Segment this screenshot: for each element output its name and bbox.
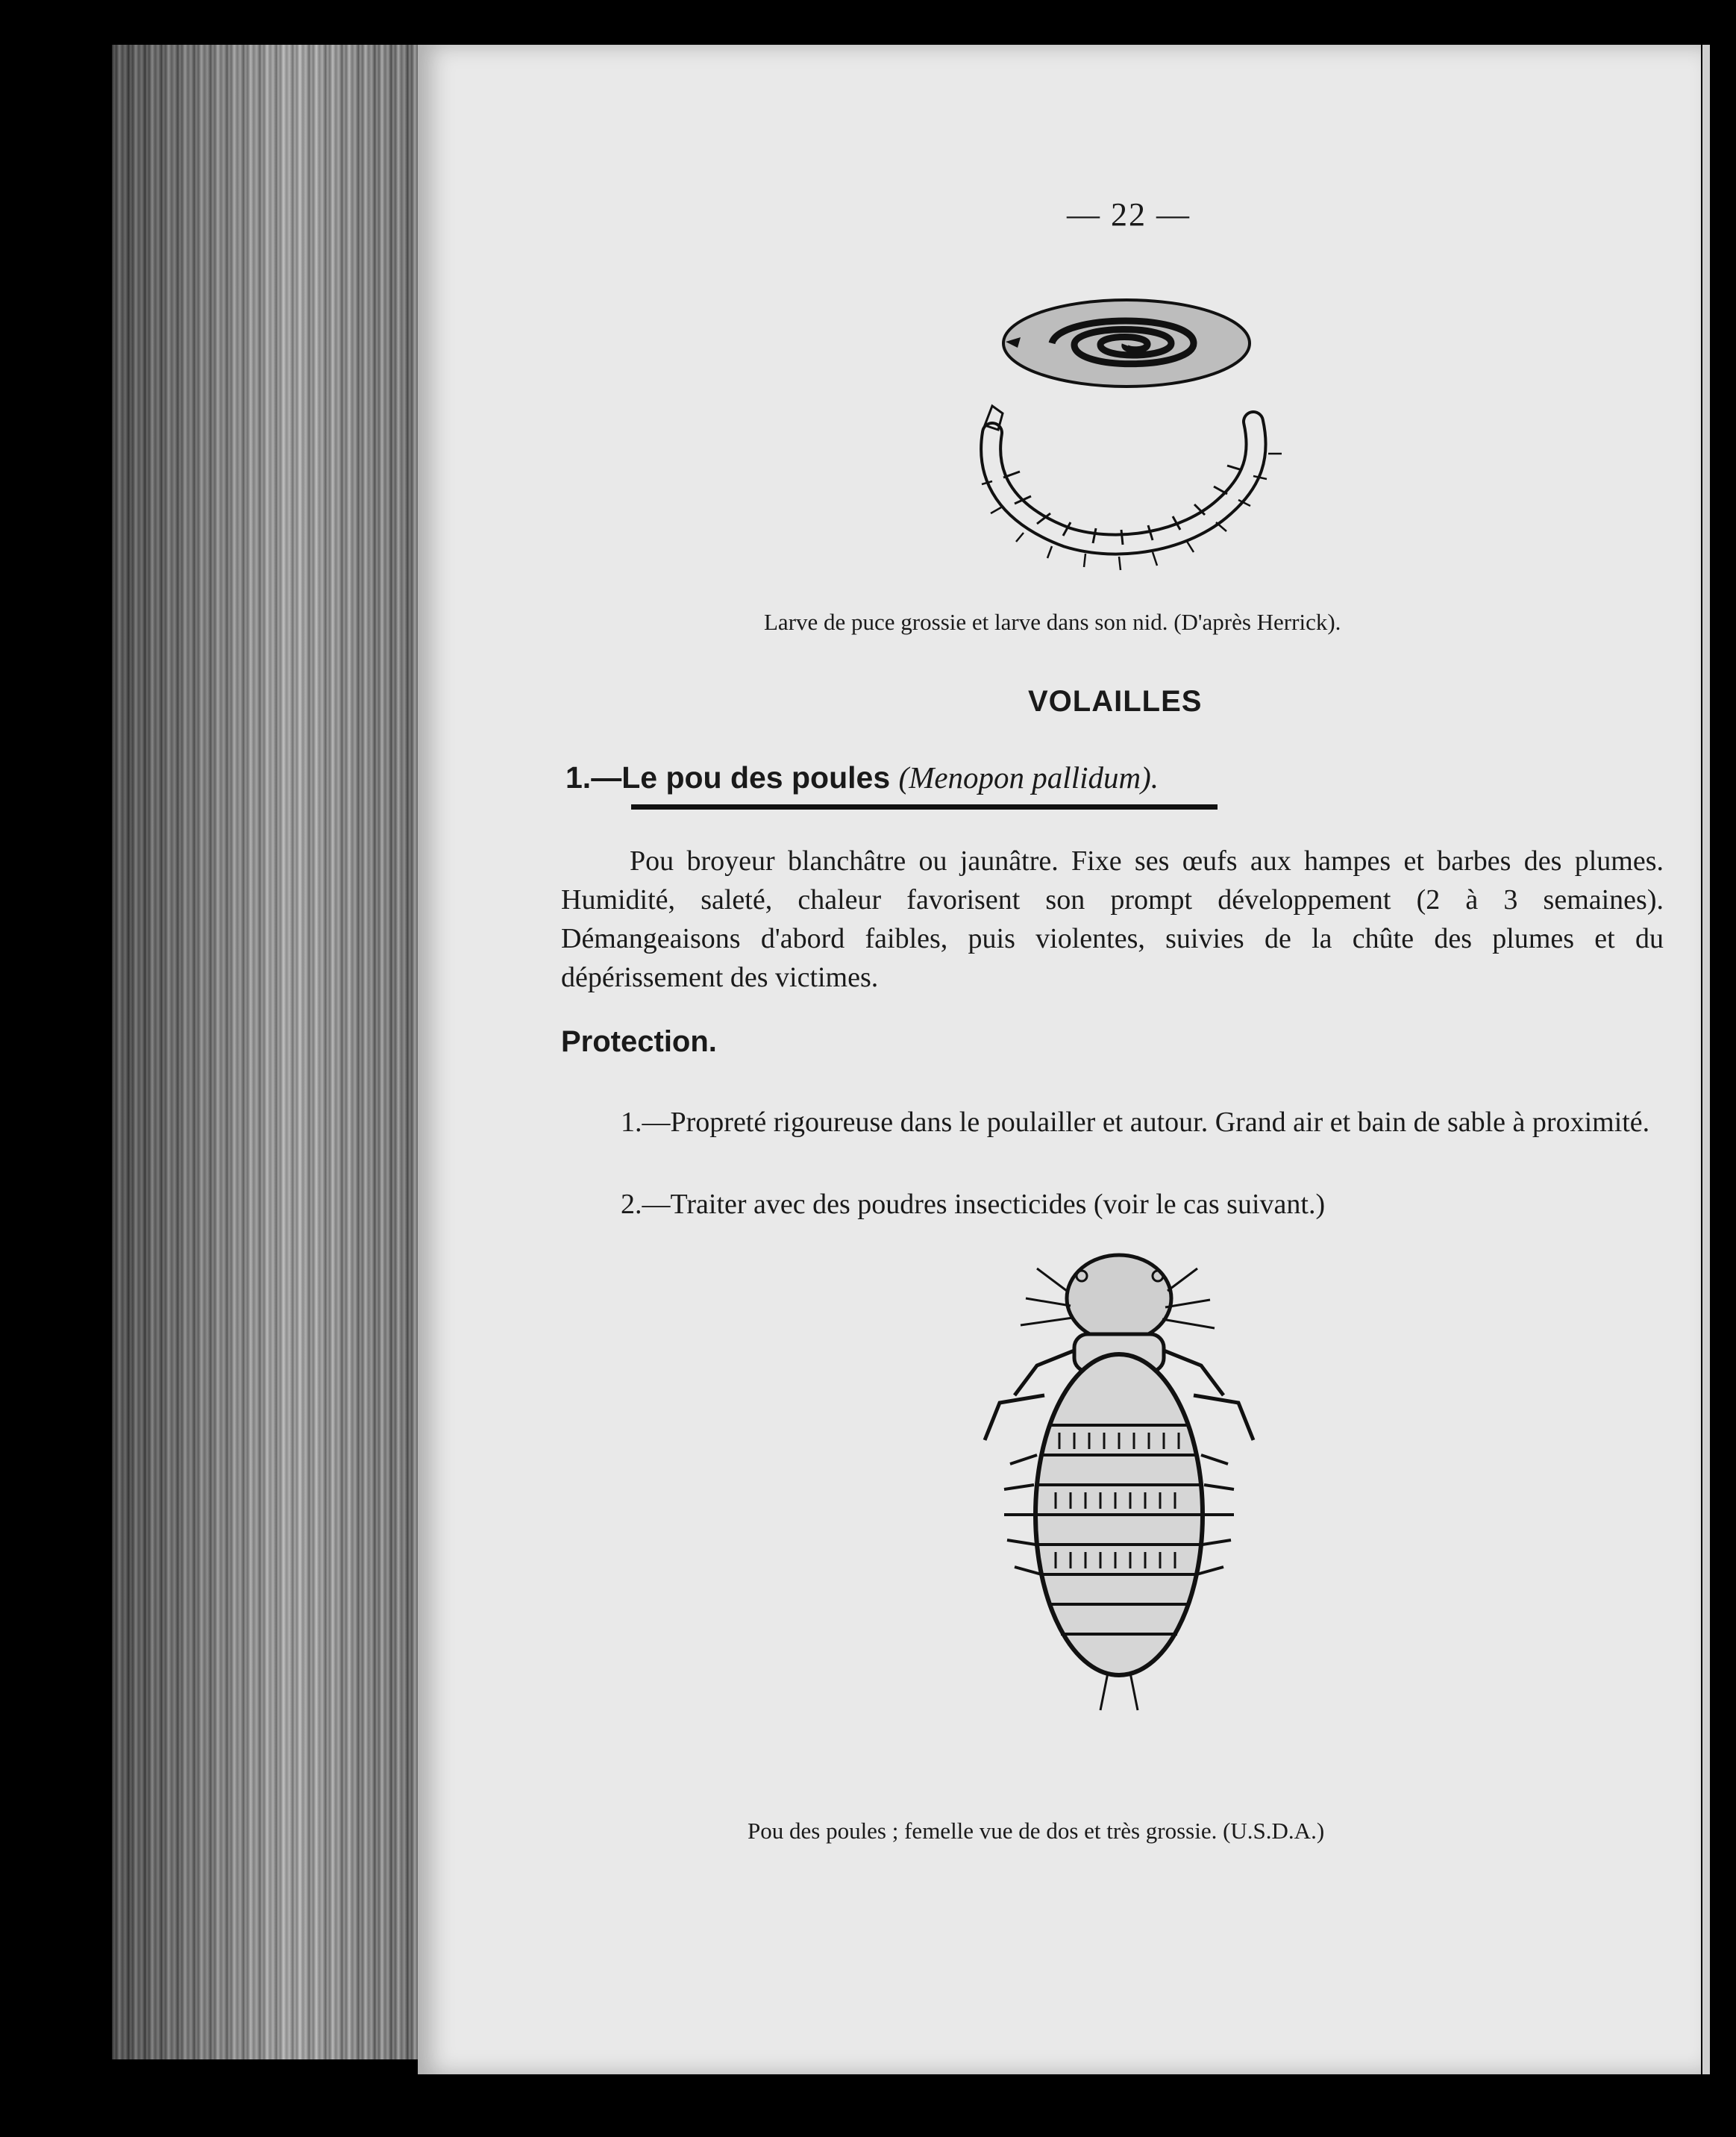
louse-abdomen bbox=[985, 1354, 1253, 1710]
entry-heading bbox=[565, 760, 1159, 795]
protection-heading: Protection. bbox=[561, 1025, 717, 1058]
chicken-louse-illustration bbox=[962, 1246, 1261, 1724]
protection-item-1: 1.—Propreté rigoureuse dans le poulailler et autour. Grand air et bain de sable à proximité. bbox=[621, 1107, 1650, 1138]
figure1-caption: Larve de puce grossie et larve dans son nid. (D'après Herrick). bbox=[764, 609, 1341, 635]
louse-head bbox=[1021, 1255, 1215, 1342]
page-right-edge bbox=[1702, 45, 1710, 2074]
section-title: VOLAILLES bbox=[1028, 685, 1203, 718]
flea-larva-illustration bbox=[940, 284, 1313, 597]
larva-drawing bbox=[982, 406, 1282, 570]
entry-heading-title: Le pou des poules bbox=[621, 760, 891, 795]
figure2-caption: Pou des poules ; femelle vue de dos et très grossie. (U.S.D.A.) bbox=[748, 1818, 1325, 1844]
book-page-edges bbox=[112, 45, 440, 2059]
larva-nest-drawing bbox=[1003, 300, 1250, 387]
entry-heading-number: 1.— bbox=[565, 760, 622, 795]
page-number: — 22 — bbox=[1067, 196, 1191, 233]
heading-underline bbox=[631, 804, 1218, 810]
description-paragraph: Pou broyeur blanchâtre ou jaunâtre. Fixe ses œufs aux hampes et barbes des plumes. Humidité, saleté, chaleur favorisent son prompt développement (2 à 3 semaines). Démangeaisons d'abord faibles, puis violentes, suivies de la chûte des plumes et du dépérissement des victimes. bbox=[561, 845, 1664, 993]
entry-heading-latin: (Menopon pallidum). bbox=[898, 760, 1159, 795]
protection-item-2: 2.—Traiter avec des poudres insecticides (voir le cas suivant.) bbox=[621, 1189, 1326, 1220]
